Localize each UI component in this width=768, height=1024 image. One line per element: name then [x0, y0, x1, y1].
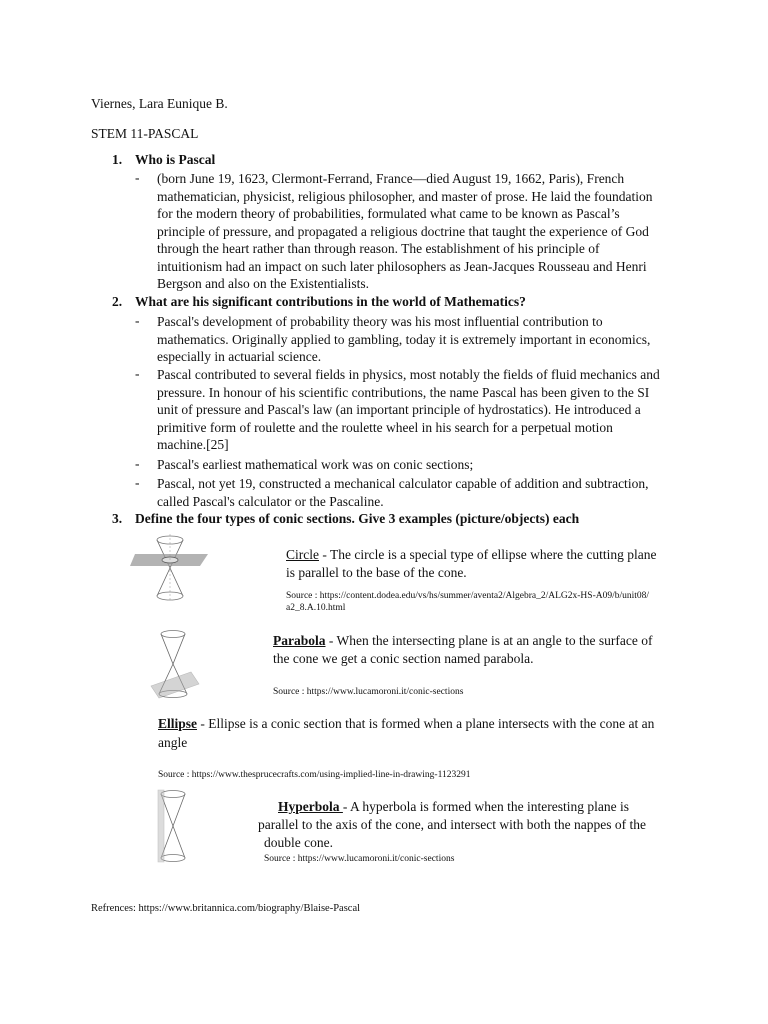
ellipse-definition: Ellipse - Ellipse is a conic section that is formed when a plane intersects with the cone at an: [158, 716, 655, 731]
question-2: What are his significant contributions in the world of Mathematics?: [135, 294, 526, 309]
question-number: 3.: [112, 511, 123, 526]
circle-definition-cont: is parallel to the base of the cone.: [286, 565, 467, 580]
circle-definition: Circle - The circle is a special type of ellipse where the cutting plane: [286, 547, 657, 562]
hyperbola-definition: Hyperbola - A hyperbola is formed when the interesting plane is: [278, 799, 629, 814]
circle-term: Circle: [286, 547, 319, 562]
answer-paragraph: Pascal's development of probability theory was his most influential contribution to mathematics. Originally applied to gambling, today it is extremely important in economics, especially in actuarial science.: [157, 314, 651, 364]
parabola-definition: Parabola - When the intersecting plane is at an angle to the surface of: [273, 633, 653, 648]
hyperbola-conic-figure: [148, 788, 198, 864]
answer-paragraph: (born June 19, 1623, Clermont-Ferrand, France—died August 19, 1662, Paris), French mathematician, physicist, religious philosopher, and master of prose. He laid the foundation for the modern theory of probabilities, formulated what came to be known as Pascal’s principle of pressure, and propagated a religious doctrine that taught the experience of God through the heart rather than through reason. The establishment of his principle of intuitionism had an impact on such later philosophers as Jean-Jacques Rousseau and Henri Bergson and also on the Existentialists.: [157, 171, 653, 291]
answer-paragraph: Pascal contributed to several fields in physics, most notably the fields of fluid mechanics and pressure. In honour of his scientific contributions, the name Pascal has been given to the SI unit of pressure and Pascal's law (an important principle of hydrostatics). He introduced a primitive form of roulette and the roulette wheel in his search for a perpetual motion machine.[25]: [157, 367, 660, 452]
ellipse-source: Source : https://www.thesprucecrafts.com/using-implied-line-in-drawing-1123291: [158, 770, 471, 780]
question-1: Who is Pascal: [135, 152, 216, 167]
bullet-dash: -: [135, 170, 140, 185]
bullet-dash: -: [135, 456, 140, 471]
hyperbola-definition-cont: double cone.: [264, 835, 333, 850]
question-number: 2.: [112, 294, 123, 309]
parabola-conic-figure: [145, 628, 205, 700]
parabola-definition-cont: the cone we get a conic section named parabola.: [273, 651, 534, 666]
parabola-term: Parabola: [273, 633, 326, 648]
ellipse-term: Ellipse: [158, 716, 198, 731]
ellipse-definition-cont: angle: [158, 735, 188, 750]
class-section: STEM 11-PASCAL: [91, 126, 199, 141]
circle-source: Source : https://content.dodea.edu/vs/hs/summer/aventa2/Algebra_2/ALG2x-HS-A09/b/unit08/: [286, 591, 650, 601]
bullet-dash: -: [135, 475, 140, 490]
question-3: Define the four types of conic sections. Give 3 examples (picture/objects) each: [135, 511, 580, 526]
bullet-dash: -: [135, 313, 140, 328]
hyperbola-definition-cont: parallel to the axis of the cone, and intersect with both the nappes of the: [258, 817, 646, 832]
student-name: Viernes, Lara Eunique B.: [91, 96, 228, 111]
bullet-dash: -: [135, 366, 140, 381]
references: Refrences: https://www.britannica.com/biography/Blaise-Pascal: [91, 903, 361, 914]
answer-paragraph: Pascal's earliest mathematical work was on conic sections;: [157, 457, 474, 472]
circle-conic-figure: [130, 532, 210, 604]
hyperbola-source: Source : https://www.lucamoroni.it/conic-sections: [264, 854, 455, 864]
parabola-source: Source : https://www.lucamoroni.it/conic-sections: [273, 687, 464, 697]
hyperbola-term: Hyperbola: [278, 799, 343, 814]
question-number: 1.: [112, 152, 123, 167]
answer-paragraph: Pascal, not yet 19, constructed a mechanical calculator capable of addition and subtraction, called Pascal's calculator or the Pascaline.: [157, 476, 649, 509]
circle-source-cont: a2_8.A.10.html: [286, 603, 346, 613]
